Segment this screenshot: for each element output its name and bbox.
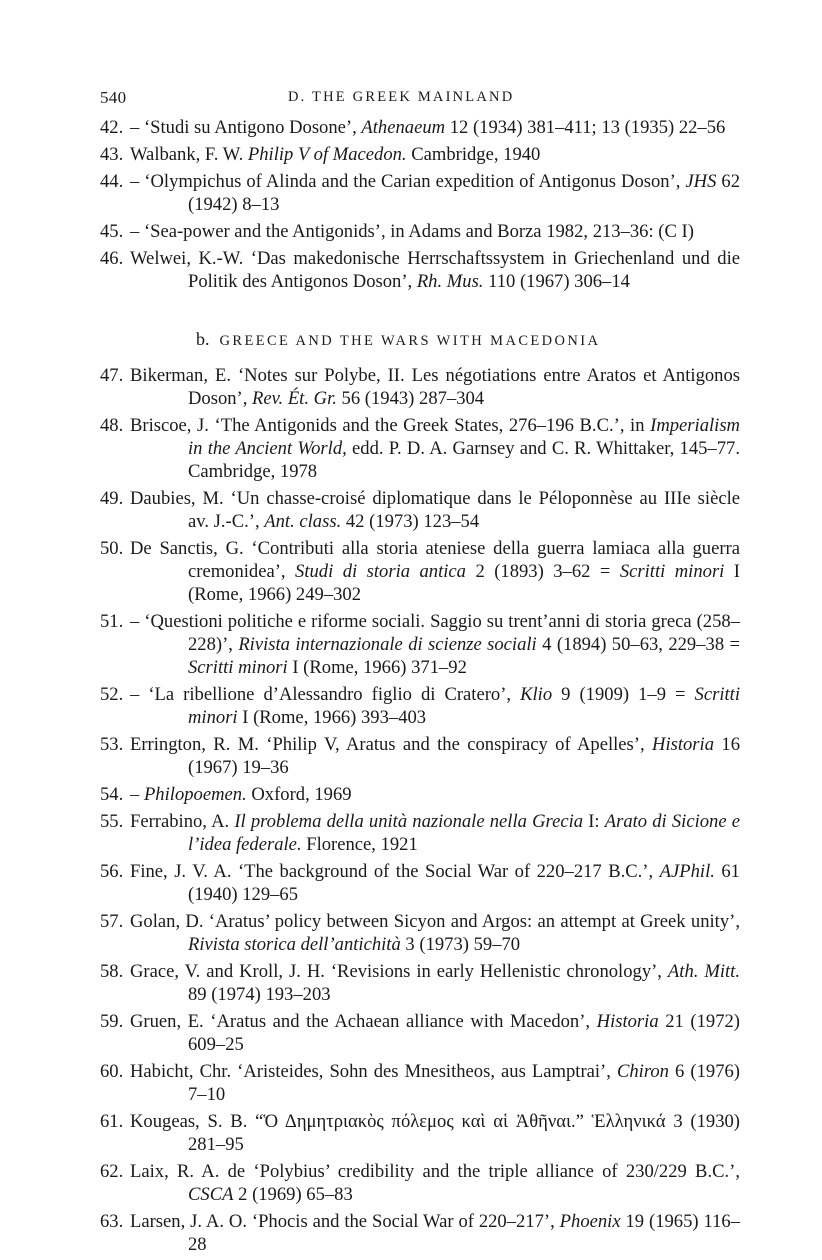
reference-entry (100, 860, 740, 906)
reference-text: 19 (1965) 116–28 (188, 1211, 740, 1255)
reference-number: 52. (100, 684, 124, 705)
reference-title: Scritti minori (188, 657, 288, 678)
reference-entry (100, 537, 740, 606)
reference-number: 45. (100, 221, 124, 242)
reference-text: I: (583, 811, 605, 832)
reference-text: – ‘Olympichus of Alinda and the Carian expedition of Antigonus Doson’, (130, 171, 686, 192)
reference-text: Oxford, 1969 (246, 784, 352, 805)
reference-number: 43. (100, 144, 124, 165)
reference-entry (100, 414, 740, 483)
reference-number: 49. (100, 488, 124, 509)
reference-number: 48. (100, 415, 124, 436)
reference-title: Philopoemen. (143, 784, 247, 805)
running-head: D. THE GREEK MAINLAND (288, 89, 515, 105)
reference-title: JHS (685, 171, 717, 192)
reference-list-a (100, 116, 740, 293)
reference-title: Klio (520, 684, 553, 705)
reference-title: Rev. Ét. Gr. (252, 388, 337, 409)
reference-text: Habicht, Chr. ‘Aristeides, Sohn des Mnesitheos, aus Lamptrai’, (130, 1061, 617, 1082)
reference-text: Briscoe, J. ‘The Antigonids and the Greek States, 276–196 B.C.’, in (130, 415, 651, 436)
reference-entry (100, 783, 740, 806)
reference-text: 21 (1972) 609–25 (188, 1011, 740, 1055)
reference-number: 53. (100, 734, 124, 755)
reference-entry (100, 683, 740, 729)
reference-title: Chiron (616, 1061, 669, 1082)
reference-text: Cambridge, 1940 (406, 144, 541, 165)
reference-number: 46. (100, 248, 124, 269)
reference-entry (100, 1210, 740, 1256)
reference-title: Il problema della unità nazionale nella Grecia (234, 811, 584, 832)
reference-number: 50. (100, 538, 124, 559)
reference-number: 56. (100, 861, 124, 882)
reference-number: 60. (100, 1061, 124, 1082)
reference-text: 9 (1909) 1–9 = (552, 684, 695, 705)
reference-text: 62 (1942) 8–13 (188, 171, 740, 215)
reference-text: 42 (1973) 123–54 (341, 511, 480, 532)
reference-number: 54. (100, 784, 124, 805)
reference-title: Historia (652, 734, 715, 755)
reference-entry (100, 960, 740, 1006)
reference-number: 57. (100, 911, 124, 932)
reference-title: Imperialism in the Ancient World, (188, 415, 740, 459)
reference-number: 59. (100, 1011, 124, 1032)
reference-text: 12 (1934) 381–411; 13 (1935) 22–56 (445, 117, 726, 138)
reference-title: Rivista storica dell’antichità (188, 934, 401, 955)
reference-text: – ‘Studi su Antigono Dosone’, (130, 117, 362, 138)
reference-entry (100, 170, 740, 216)
reference-title: Rh. Mus. (416, 271, 484, 292)
reference-text: 4 (1894) 50–63, 229–38 = (536, 634, 740, 655)
reference-title: Philip V of Macedon. (247, 144, 407, 165)
reference-entry (100, 610, 740, 679)
reference-number: 62. (100, 1161, 124, 1182)
reference-text: Golan, D. ‘Aratus’ policy between Sicyon and Argos: an attempt at Greek unity’, (130, 911, 740, 932)
reference-title: Ant. class. (264, 511, 342, 532)
reference-text: 6 (1976) 7–10 (188, 1061, 740, 1105)
reference-text: Grace, V. and Kroll, J. H. ‘Revisions in early Hellenistic chronology’, (130, 961, 668, 982)
reference-text: – ‘Questioni politiche e riforme sociali. Saggio su trent’anni di storia greca (258–228)’, (130, 611, 740, 655)
reference-number: 58. (100, 961, 124, 982)
reference-number: 47. (100, 365, 124, 386)
page-number: 540 (100, 88, 127, 107)
reference-title: Ath. Mitt. (667, 961, 740, 982)
reference-title: Arato di Sicione e l’idea federale. (188, 811, 741, 855)
section-letter: b. (196, 329, 210, 349)
reference-entry (100, 116, 740, 139)
reference-text: 89 (1974) 193–203 (188, 984, 331, 1005)
reference-number: 51. (100, 611, 124, 632)
reference-entry (100, 810, 740, 856)
reference-entry (100, 1160, 740, 1206)
reference-text: Larsen, J. A. O. ‘Phocis and the Social War of 220–217’, (130, 1211, 560, 1232)
reference-text: De Sanctis, G. ‘Contributi alla storia ateniese della guerra lamiaca alla guerra cremonidea’, (130, 538, 740, 582)
reference-text: Bikerman, E. ‘Notes sur Polybe, II. Les négotiations entre Aratos et Antigonos Doson’, (130, 365, 740, 409)
reference-text: Fine, J. V. A. ‘The background of the Social War of 220–217 B.C.’, (130, 861, 660, 882)
reference-entry (100, 910, 740, 956)
reference-number: 44. (100, 171, 124, 192)
reference-text: I (Rome, 1966) 393–403 (237, 707, 427, 728)
reference-title: Scritti minori (619, 561, 725, 582)
reference-text: Walbank, F. W. (130, 144, 248, 165)
reference-text: edd. P. D. A. Garnsey and C. R. Whittaker, 145–77. Cambridge, 1978 (188, 438, 740, 482)
reference-title: Rivista internazionale di scienze sociali (238, 634, 537, 655)
reference-text: 2 (1969) 65–83 (233, 1184, 353, 1205)
reference-text: 2 (1893) 3–62 = (465, 561, 620, 582)
reference-entry (100, 220, 740, 243)
reference-title: AJPhil. (659, 861, 715, 882)
reference-entry (100, 364, 740, 410)
reference-text: 3 (1973) 59–70 (400, 934, 521, 955)
reference-text: – ‘Sea-power and the Antigonids’, in Adams and Borza 1982, 213–36: (C I) (130, 221, 694, 242)
reference-number: 55. (100, 811, 124, 832)
reference-text: Gruen, E. ‘Aratus and the Achaean alliance with Macedon’, (130, 1011, 597, 1032)
reference-text: – ‘La ribellione d’Alessandro figlio di Cratero’, (130, 684, 521, 705)
reference-number: 63. (100, 1211, 124, 1232)
reference-list-b (100, 364, 740, 1256)
reference-entry (100, 247, 740, 293)
reference-entry (100, 1060, 740, 1106)
reference-title: Studi di storia antica (295, 561, 466, 582)
reference-title: CSCA (188, 1184, 234, 1205)
reference-number: 42. (100, 117, 124, 138)
reference-number: 61. (100, 1111, 124, 1132)
reference-title: Phoenix (559, 1211, 621, 1232)
reference-entry (100, 733, 740, 779)
reference-entry (100, 1110, 740, 1156)
reference-title: Historia (596, 1011, 659, 1032)
reference-text: Welwei, K.-W. ‘Das makedonische Herrschaftssystem in Griechenland und die Politik des Antigonos Doson’, (130, 248, 740, 292)
reference-text: 56 (1943) 287–304 (336, 388, 485, 409)
reference-text: Kougeas, S. B. “Ὁ Δημητριακὸς πόλεμος καὶ αἱ Ἀθῆναι.” Ἑλληνικά 3 (1930) 281–95 (130, 1111, 740, 1155)
reference-entry (100, 143, 740, 166)
reference-text: 61 (1940) 129–65 (188, 861, 740, 905)
bibliography (100, 116, 740, 1260)
reference-entry (100, 1010, 740, 1056)
reference-text: I (Rome, 1966) 371–92 (287, 657, 467, 678)
section-title: GREECE AND THE WARS WITH MACEDONIA (219, 333, 601, 349)
reference-title: Athenaeum (361, 117, 446, 138)
reference-text: Laix, R. A. de ‘Polybius’ credibility and the triple alliance of 230/229 B.C.’, (130, 1161, 740, 1182)
reference-text: I (Rome, 1966) 249–302 (188, 561, 740, 605)
reference-entry (100, 487, 740, 533)
reference-text: – (130, 784, 144, 805)
reference-text: Errington, R. M. ‘Philip V, Aratus and the conspiracy of Apelles’, (130, 734, 653, 755)
reference-title: Scritti minori (188, 684, 740, 728)
section-heading (100, 329, 740, 350)
reference-text: Daubies, M. ‘Un chasse-croisé diplomatique dans le Péloponnèse au IIIe siècle av. J.-C.’, (130, 488, 740, 532)
reference-text: 110 (1967) 306–14 (483, 271, 630, 292)
reference-text: Ferrabino, A. (130, 811, 235, 832)
reference-text: Florence, 1921 (301, 834, 418, 855)
reference-text: 16 (1967) 19–36 (188, 734, 740, 778)
